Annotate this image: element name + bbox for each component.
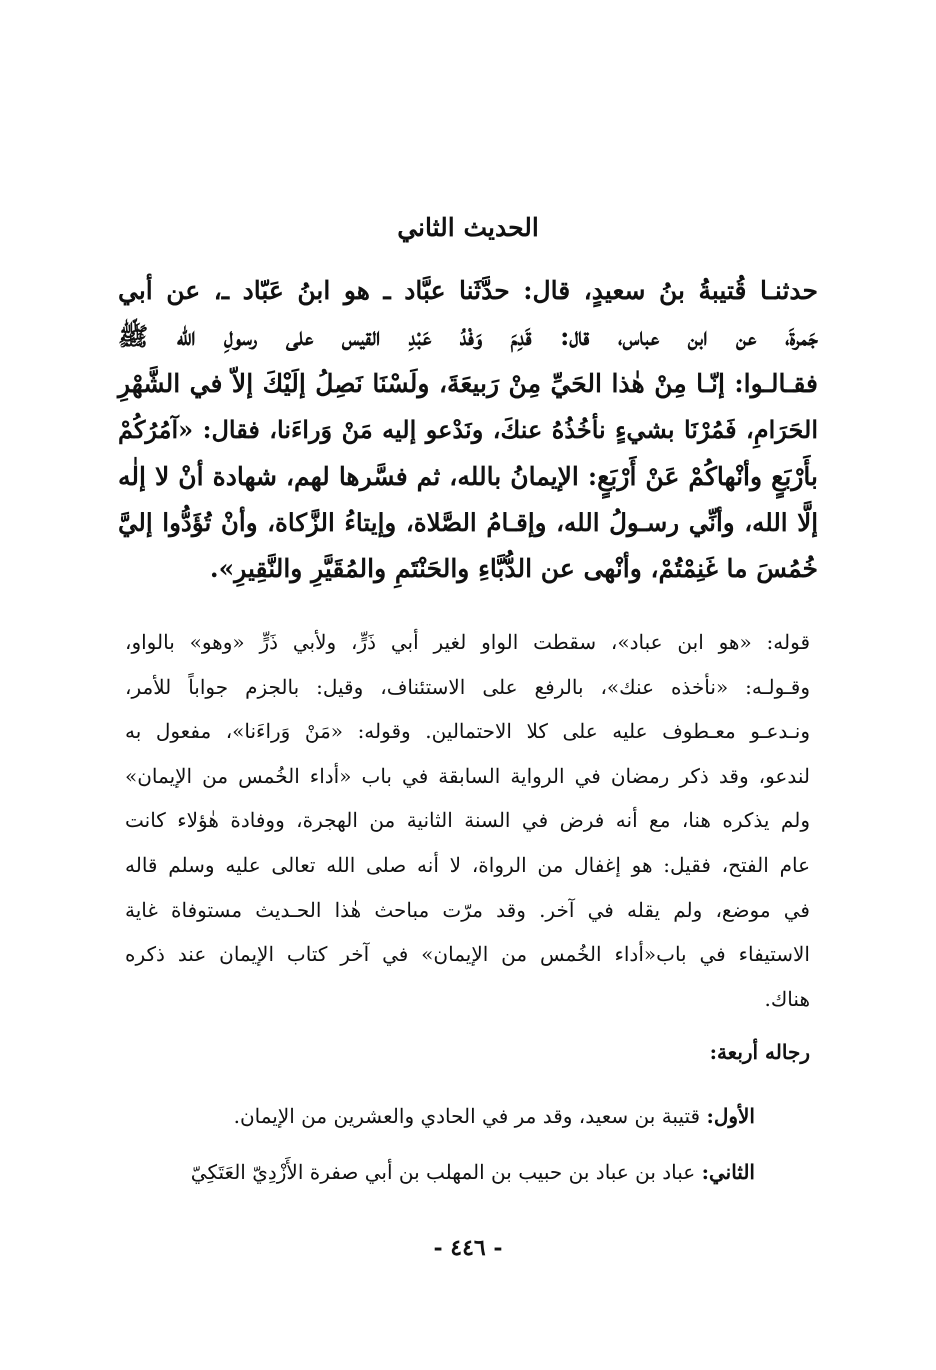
- hadith-line: خُمُسَ ما غَنِمْتُمْ، وأنْهى عن الدُّبَّاءِ والحَنْتَمِ والمُقَيَّرِ والنَّقِيرِ».: [209, 554, 818, 584]
- narrator-entry: [125, 1094, 755, 1138]
- hadith-line: الحَرَامِ، فَمُرْنَا بشيءٍ نأخُذُهُ عنكَ، ونَدْعو إليه مَنْ وَراءَنا، فقال: «آمُرُكُمْ: [118, 415, 818, 445]
- narrator-text: عباد بن عباد بن حبيب بن المهلب بن أبي صفرة الأَزْدِيّ العَتَكِيّ: [190, 1160, 696, 1184]
- hadith-line: بأَرْبَعٍ وأنْهاكُمْ عَنْ أَرْبَعٍ: الإيمانُ بالله، ثم فسَّرها لهم، شهادة أنْ لا إلٰه: [118, 461, 818, 491]
- commentary-line: ونـدعـو معـطوف عليه على كلا الاحتمالين. وقوله: «مَنْ وَراءَنا»، مفعول به: [125, 719, 810, 744]
- narrator-label: الثاني:: [701, 1160, 755, 1184]
- hadith-line: إلَّا الله، وأنِّي رسـولُ الله، وإقـامُ الصَّلاة، وإيتاءُ الزَّكاة، وأنْ تُؤَدُّوا إليَّ: [118, 508, 818, 538]
- hadith-line: جَمرةَ، عن ابن عباس، قال: قَدِمَ وَفْدُ عَبْدِ القيس على رسولِ الله ﷺ: [118, 322, 818, 352]
- narrator-text: قتيبة بن سعيد، وقد مر في الحادي والعشرين من الإيمان.: [233, 1104, 701, 1128]
- commentary-line: ولم يذكره هنا، مع أنه فرض في السنة الثانية من الهجرة، ووفادة هٰؤلاء كانت: [125, 808, 810, 833]
- commentary-line: في موضع، ولم يقله في آخر. وقد مرّت مباحث هٰذا الحـديث مستوفاة غاية: [125, 897, 810, 922]
- hadith-line: فقـالـوا: إنّـا مِنْ هٰذا الحَيِّ مِنْ رَبيعَةَ، ولَسْنَا نَصِلُ إلَيْكَ إلاّ في الشَّهْرِ: [118, 368, 818, 398]
- commentary-text: [125, 620, 810, 1021]
- commentary-line: لندعو، وقد ذكر رمضان في الرواية السابقة في باب «أداء الخُمس من الإيمان»: [125, 763, 810, 788]
- commentary-line: عام الفتح، فقيل: هو إغفال من الرواة، لا أنه صلى الله تعالى عليه وسلم قاله: [125, 852, 810, 877]
- page-number: - ٤٤٦ -: [433, 1235, 503, 1261]
- commentary-line: الاستيفاء في باب«أداء الخُمس من الإيمان» في آخر كتاب الإيمان عند ذكره: [125, 942, 810, 967]
- narrator-label: الأول:: [706, 1104, 755, 1128]
- narrators-heading: رجاله أربعة:: [709, 1040, 810, 1064]
- commentary-line: قوله: «هو ابن عباد»، سقطت الواو لغير أبي ذَرٍّ، ولأبي ذَرٍّ «وهو» بالواو،: [125, 630, 810, 654]
- hadith-text: [118, 268, 818, 593]
- section-title: الحديث الثاني: [397, 213, 539, 242]
- commentary-line: هناك.: [764, 986, 810, 1011]
- commentary-line: وقـولـه: «نأخذه عنك»، بالرفع على الاستئناف، وقيل: بالجزم جواباً للأمر،: [125, 674, 810, 699]
- narrator-entry: [125, 1150, 755, 1194]
- hadith-line: حدثنـا قُتيبةُ بنُ سعيدٍ، قال: حدَّثَنا عبَّاد ـ هو ابنُ عَبّاد ـ، عن أبي: [118, 276, 818, 305]
